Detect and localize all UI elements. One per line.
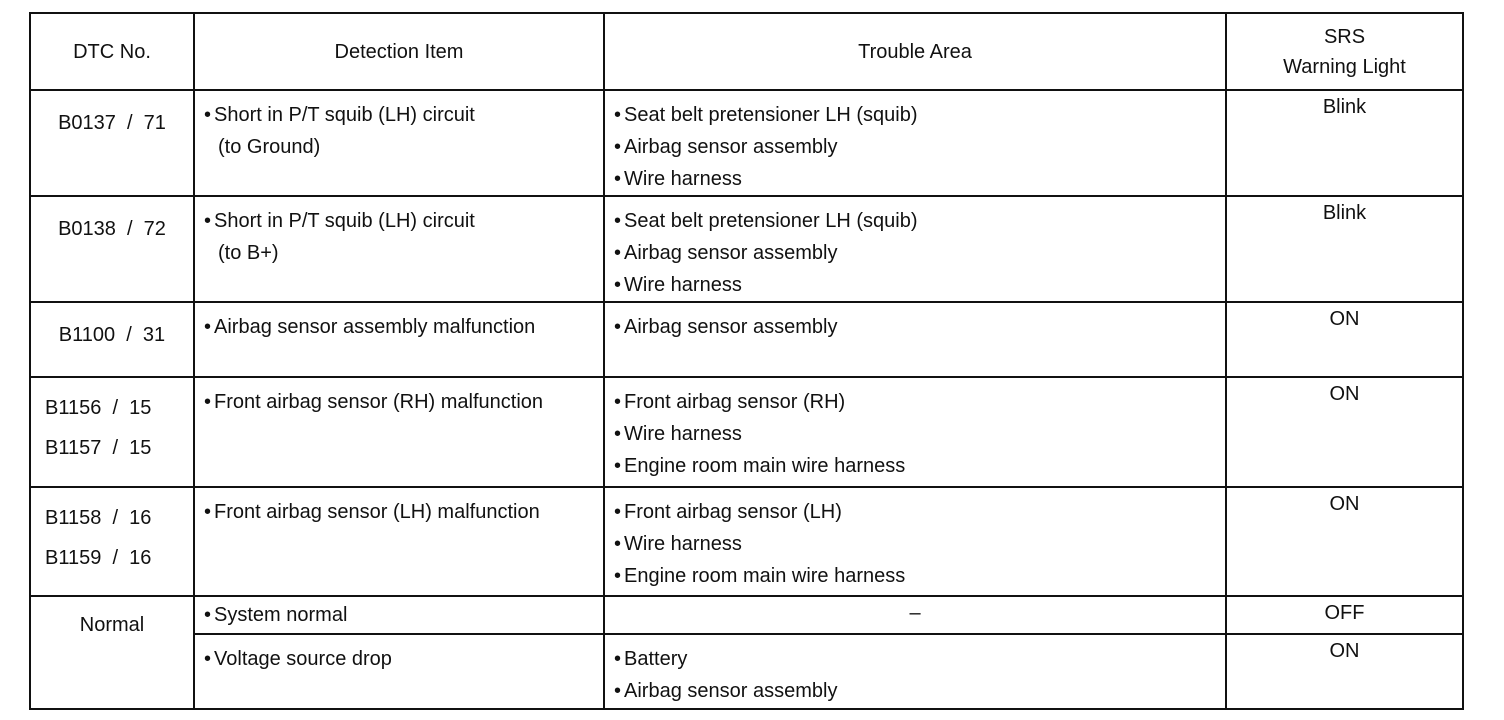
srs-warning-light-cell: ON [1226, 634, 1463, 709]
dtc-code: B1156 / 15 [45, 397, 152, 419]
srs-warning-light-cell: OFF [1226, 596, 1463, 634]
detection-item-cell [194, 487, 604, 596]
detection-item: • Front airbag sensor (LH) malfunction [204, 496, 603, 528]
dtc-code: B1159 / 16 [45, 547, 152, 569]
dtc-code: B1157 / 15 [45, 437, 152, 459]
detection-item: • Short in P/T squib (LH) circuit [204, 99, 603, 131]
detection-item: • Airbag sensor assembly malfunction [204, 311, 603, 343]
detection-item-continuation: (to B+) [218, 242, 279, 264]
dtc-cell [30, 90, 194, 196]
table-row [30, 302, 1463, 377]
detection-item: • Voltage source drop [204, 643, 603, 675]
table-row [30, 596, 1463, 634]
srs-warning-light-cell: Blink [1226, 90, 1463, 196]
header-srs-line1: SRS [1323, 25, 1366, 48]
table-row [30, 90, 1463, 196]
table-header-row [30, 13, 1463, 90]
trouble-area-item: • Airbag sensor assembly [614, 675, 1225, 707]
trouble-area-item: • Airbag sensor assembly [614, 131, 1225, 163]
detection-item: • Front airbag sensor (RH) malfunction [204, 386, 603, 418]
table-row [30, 634, 1463, 709]
dtc-cell [30, 487, 194, 596]
trouble-area-item: • Seat belt pretensioner LH (squib) [614, 99, 1225, 131]
header-detection-item: Detection Item [194, 13, 604, 90]
trouble-area-cell: – [604, 596, 1226, 634]
header-trouble-area: Trouble Area [604, 13, 1226, 90]
table-row [30, 487, 1463, 596]
trouble-area-item: • Front airbag sensor (RH) [614, 386, 1225, 418]
dtc-cell [30, 196, 194, 302]
trouble-area-item: • Wire harness [614, 269, 1225, 301]
trouble-area-item: • Airbag sensor assembly [614, 237, 1225, 269]
srs-warning-light-cell: ON [1226, 487, 1463, 596]
dtc-table [29, 12, 1464, 710]
header-dtc-no: DTC No. [30, 13, 194, 90]
dtc-code: B1100 / 31 [58, 324, 166, 346]
srs-warning-light-cell: ON [1226, 377, 1463, 487]
trouble-area-item: • Wire harness [614, 528, 1225, 560]
detection-item-cell [194, 90, 604, 196]
trouble-area-cell [604, 377, 1226, 487]
dtc-code: B1158 / 16 [45, 507, 152, 529]
trouble-area-item: • Seat belt pretensioner LH (squib) [614, 205, 1225, 237]
dtc-code: B0137 / 71 [58, 112, 166, 134]
srs-warning-light-cell: ON [1226, 302, 1463, 377]
trouble-area-cell [604, 90, 1226, 196]
header-srs-warning-light [1226, 13, 1463, 90]
table-row [30, 377, 1463, 487]
dtc-cell-normal: Normal [30, 596, 194, 709]
trouble-area-item: • Battery [614, 643, 1225, 675]
dtc-cell [30, 302, 194, 377]
trouble-area-cell [604, 634, 1226, 709]
trouble-area-cell [604, 487, 1226, 596]
trouble-area-item: • Wire harness [614, 163, 1225, 195]
header-srs-line2: Warning Light [1283, 55, 1406, 78]
detection-item-cell [194, 596, 604, 634]
trouble-area-cell [604, 302, 1226, 377]
detection-item-cell [194, 302, 604, 377]
detection-item-cell [194, 377, 604, 487]
trouble-area-item: • Airbag sensor assembly [614, 311, 1225, 343]
trouble-area-item: • Engine room main wire harness [614, 560, 1225, 592]
dtc-code: B0138 / 72 [58, 218, 166, 240]
detection-item-cell [194, 196, 604, 302]
table-row [30, 196, 1463, 302]
trouble-area-cell [604, 196, 1226, 302]
trouble-area-item: • Front airbag sensor (LH) [614, 496, 1225, 528]
trouble-area-item: • Engine room main wire harness [614, 450, 1225, 482]
detection-item-cell [194, 634, 604, 709]
srs-warning-light-cell: Blink [1226, 196, 1463, 302]
detection-item: • Short in P/T squib (LH) circuit [204, 205, 603, 237]
detection-item-continuation: (to Ground) [218, 136, 321, 158]
detection-item: • System normal [204, 599, 603, 631]
trouble-area-item: • Wire harness [614, 418, 1225, 450]
dtc-cell [30, 377, 194, 487]
